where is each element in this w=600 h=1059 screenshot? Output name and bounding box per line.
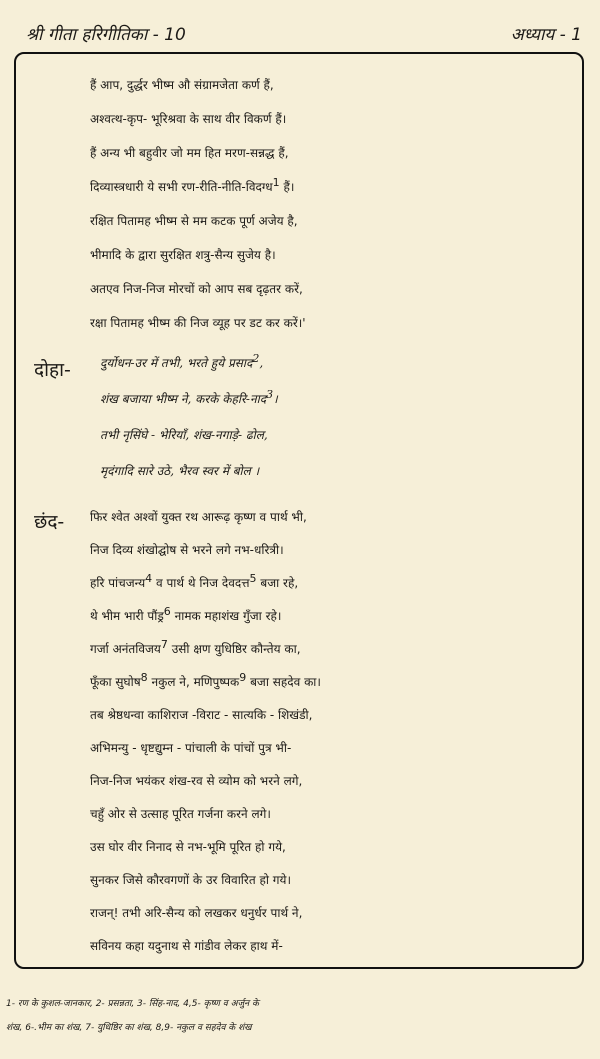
chhand-line: थे भीम भारी पौंड्र$^6$ नामक महाशंख गुँजा रहे। bbox=[90, 605, 282, 623]
chhand-line: राजन्! तभी अरि-सैन्य को लखकर धनुर्धर पार्थ ने, bbox=[90, 906, 303, 920]
chhand-line: चहुँ ओर से उत्साह पूरित गर्जना करने लगे। bbox=[90, 807, 271, 821]
chhand-line: हरि पांचजन्य$^4$ व पार्थ थे निज देवदत्त$^5$ बजा रहे, bbox=[90, 572, 299, 590]
verse-line: रक्षित पितामह भीष्म से मम कटक पूर्ण अजेय है, bbox=[90, 214, 298, 228]
footnote-ref: 5 bbox=[249, 572, 257, 585]
chhand-line: सविनय कहा यदुनाथ से गांडीव लेकर हाथ में- bbox=[90, 939, 283, 953]
verse-line: दिव्यास्त्रधारी ये सभी रण-रीति-नीति-विदग्ध$^1$ हैं। bbox=[90, 176, 295, 194]
verse-line: रक्षा पितामह भीष्म की निज व्यूह पर डट कर करें।' bbox=[90, 316, 306, 330]
verse-line: भीमादि के द्वारा सुरक्षित शत्रु-सैन्य सुजेय है। bbox=[90, 248, 276, 262]
chhand-line: सुनकर जिसे कौरवगणों के उर विवारित हो गये। bbox=[90, 873, 292, 887]
footnote-line: शंख, 6-.भीम का शंख, 7- युधिष्ठिर का शंख, 8,9- नकुल व सहदेव के शंख bbox=[6, 1023, 252, 1033]
footnote-ref: 8 bbox=[140, 671, 148, 684]
footnote-ref: 7 bbox=[160, 638, 168, 651]
chhand-line: उस घोर वीर निनाद से नभ-भूमि पूरित हो गये, bbox=[90, 840, 286, 854]
footnote-ref: 2 bbox=[252, 352, 260, 365]
verse-line: हैं आप, दुर्द्धर भीष्म औ संग्रामजेता कर्ण हैं, bbox=[90, 78, 274, 92]
content-frame bbox=[14, 52, 584, 969]
footnotes bbox=[6, 992, 596, 1040]
footnote-ref: 3 bbox=[266, 388, 274, 401]
verse-line: अतएव निज-निज मोरचों को आप सब दृढ़तर करें, bbox=[90, 282, 303, 296]
chhand-line: निज-निज भयंकर शंख-रव से व्योम को भरने लगे, bbox=[90, 774, 303, 788]
chhand-line: तब श्रेष्ठधन्वा काशिराज -विराट - सात्यकि - शिखंडी, bbox=[90, 708, 313, 722]
chhand-line: फिर श्वेत अश्वों युक्त रथ आरूढ़ कृष्ण व पार्थ भी, bbox=[90, 510, 307, 524]
doha-line: तभी नृसिंघे - भेरियाँ, शंख-नगाड़े- ढोल, bbox=[100, 428, 268, 442]
footnote-ref: 9 bbox=[239, 671, 247, 684]
footnote-line: 1- रण के कुशल-जानकार, 2- प्रसन्नता, 3- सिंह-नाद, 4,5- कृष्ण व अर्जुन के bbox=[6, 999, 259, 1009]
footnote-ref: 4 bbox=[145, 572, 153, 585]
footnote-ref: 6 bbox=[163, 605, 171, 618]
verse-line: हैं अन्य भी बहुवीर जो मम हित मरण-सन्नद्ध हैं, bbox=[90, 146, 289, 160]
doha-line: दुर्योधन-उर में तभी, भरते हुये प्रसाद$^2$, bbox=[100, 352, 264, 370]
chhand-line: फूँका सुघोष$^8$ नकुल ने, मणिपुष्पक$^9$ बजा सहदेव का। bbox=[90, 671, 321, 689]
page-header bbox=[14, 22, 586, 48]
chapter-label: अध्याय - 1 bbox=[510, 25, 582, 45]
verse-line: अश्वत्थ-कृप- भूरिश्रवा के साथ वीर विकर्ण हैं। bbox=[90, 112, 287, 126]
book-title: श्री गीता हरिगीतिका - 10 bbox=[26, 25, 186, 45]
chhand-label: छंद- bbox=[34, 511, 65, 533]
doha-line: मृदंगादि सारे उठे, भैरव स्वर में बोल । bbox=[100, 464, 260, 478]
chhand-line: निज दिव्य शंखोद्घोष से भरने लगे नभ-धरित्री। bbox=[90, 543, 284, 557]
doha-line: शंख बजाया भीष्म ने, करके केहरि-नाद$^3$। bbox=[100, 388, 278, 406]
chhand-line: अभिमन्यु - धृष्टद्युम्न - पांचाली के पांचों पुत्र भी- bbox=[90, 741, 292, 755]
chhand-line: गर्जा अनंतविजय$^7$ उसी क्षण युधिष्ठिर कौन्तेय का, bbox=[90, 638, 301, 656]
footnote-ref: 1 bbox=[272, 176, 280, 189]
doha-label: दोहा- bbox=[34, 359, 71, 381]
